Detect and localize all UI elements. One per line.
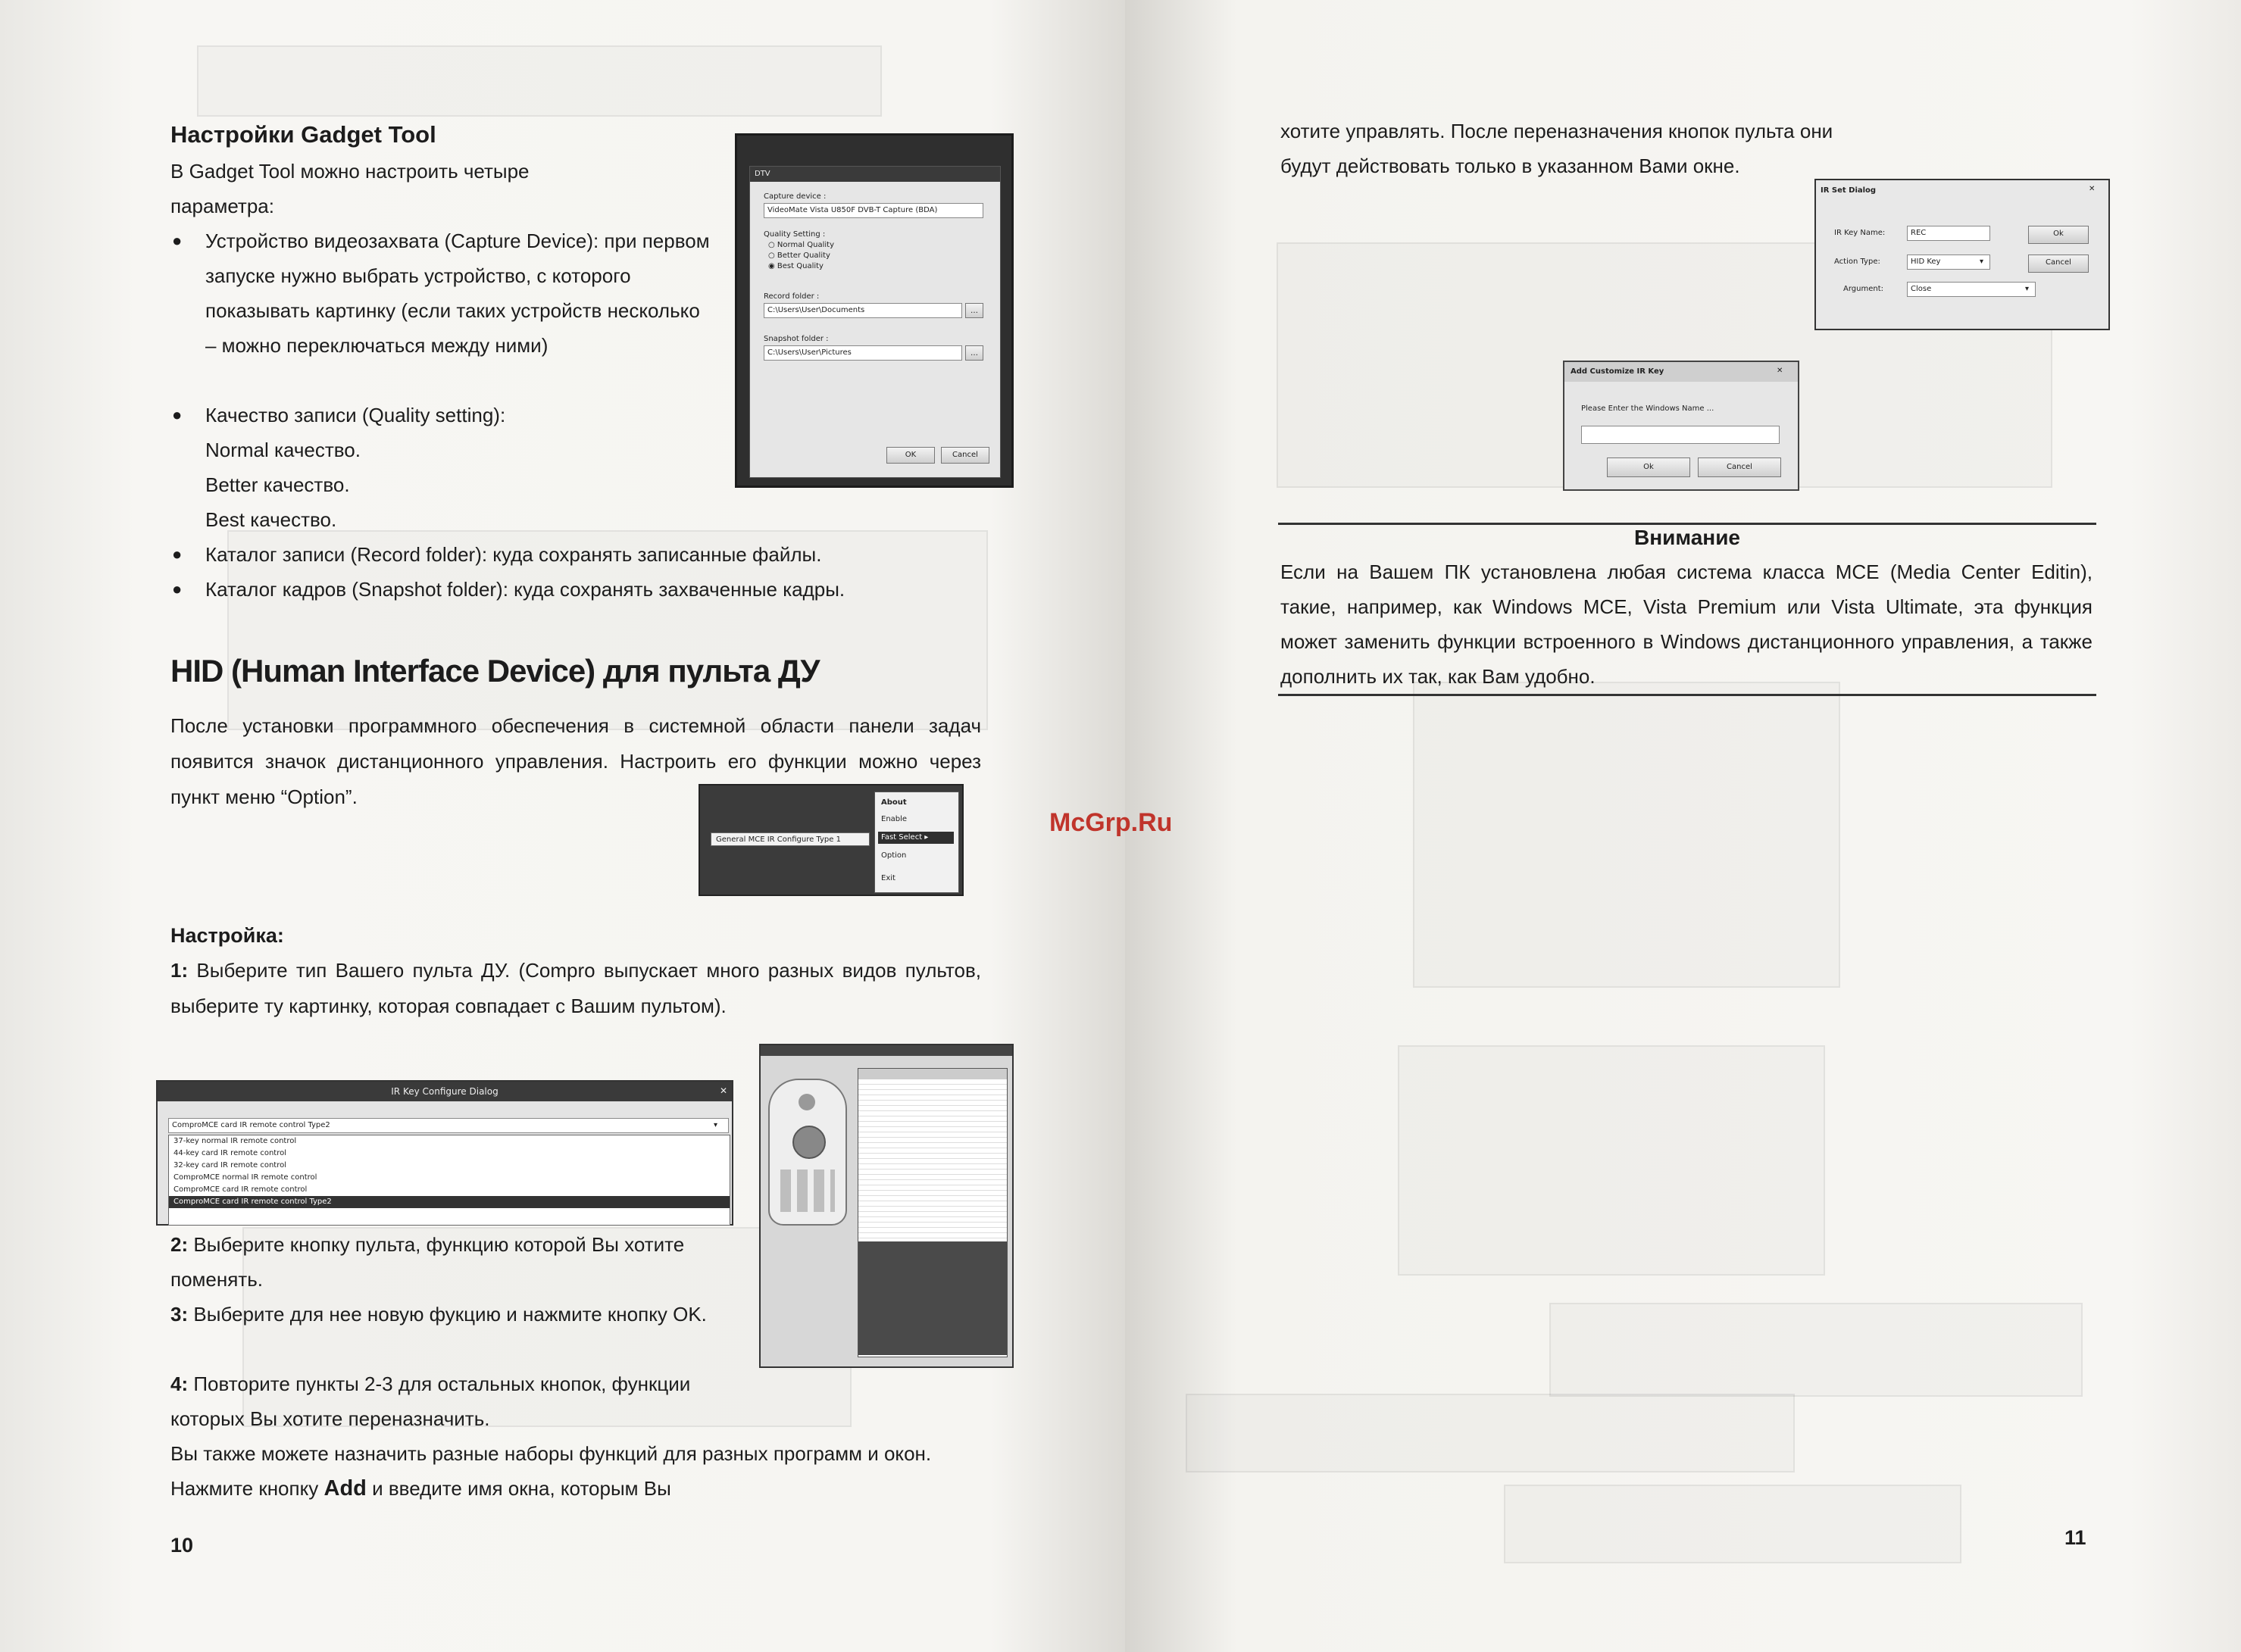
bleed-through: [1186, 1394, 1795, 1472]
argument-label: Argument:: [1843, 285, 1883, 293]
hid-title: HID (Human Interface Device) для пульта ДУ: [170, 653, 820, 689]
add-ir-key-screenshot: [1563, 361, 1799, 491]
bleed-through: [1504, 1485, 1961, 1563]
bullet-capture: ● Устройство видеозахвата (Capture Device): при первом запуске нужно выбрать устройство, с которого показывать картинку (если таких устройств несколько – можно переключаться между ними): [170, 223, 716, 363]
ir-key-name-input[interactable]: REC: [1907, 226, 1990, 241]
chevron-down-icon[interactable]: ▾: [2025, 285, 2030, 293]
setup-step-2: [170, 1227, 731, 1297]
ir-set-cancel-button[interactable]: Cancel: [2028, 255, 2089, 273]
tray-menu-screenshot: [699, 784, 964, 896]
step-2-number: 2:: [170, 1233, 189, 1256]
bleed-through: [1413, 682, 1840, 988]
ir-type-option[interactable]: ComproMCE card IR remote control: [173, 1185, 308, 1194]
remote-control-image: [768, 1079, 847, 1226]
setup-title: Настройка:: [170, 924, 284, 947]
menu-item-about[interactable]: About: [881, 798, 907, 807]
step-4-number: 4:: [170, 1373, 189, 1395]
ir-type-option[interactable]: 32-key card IR remote control: [173, 1161, 286, 1170]
record-browse-button[interactable]: …: [965, 303, 983, 318]
add-keyword: Add: [323, 1476, 367, 1501]
setup-step-4: [170, 1366, 731, 1436]
capture-device-label: Capture device :: [764, 192, 827, 201]
quality-better: Better качество.: [205, 473, 350, 496]
dtv-cancel-button[interactable]: Cancel: [941, 447, 989, 464]
close-icon[interactable]: ✕: [2089, 185, 2096, 193]
close-icon[interactable]: ✕: [720, 1086, 728, 1095]
step-3-text: Выберите для нее новую фукцию и нажмите кнопку OK.: [193, 1303, 707, 1326]
ir-dialog-title: IR Key Configure Dialog: [158, 1082, 732, 1101]
gadget-intro: В Gadget Tool можно настроить четыре параметра:: [170, 160, 530, 217]
quality-normal: Normal качество.: [205, 439, 361, 461]
ir-type-option[interactable]: 44-key card IR remote control: [173, 1149, 286, 1157]
extra-text-after: и введите имя окна, которым Вы: [372, 1477, 671, 1500]
quality-option-normal[interactable]: ○ Normal Quality: [768, 241, 834, 249]
bleed-through: [1549, 1303, 2083, 1397]
dtv-ok-button[interactable]: OK: [886, 447, 935, 464]
step-1-number: 1:: [170, 959, 189, 982]
ir-set-dialog-title: IR Set Dialog: [1821, 186, 1877, 195]
ir-type-option-selected[interactable]: ComproMCE card IR remote control Type2: [169, 1196, 730, 1208]
extra-text-before: Вы также можете назначить разные наборы функций для разных программ и окон. Нажмите кнопку: [170, 1442, 932, 1500]
window-name-prompt: Please Enter the Windows Name ...: [1581, 404, 1714, 413]
dpad-icon[interactable]: [792, 1126, 826, 1159]
keypad-icon[interactable]: [780, 1170, 835, 1212]
setup-step-1: [170, 953, 981, 1024]
add-cancel-button[interactable]: Cancel: [1698, 458, 1781, 477]
snapshot-folder-input[interactable]: C:\Users\User\Pictures: [764, 345, 962, 361]
add-ok-button[interactable]: Ok: [1607, 458, 1690, 477]
step-1-text: Выберите тип Вашего пульта ДУ. (Compro выпускает много разных видов пультов, выберите ту картинку, которая совпадает с Вашим пультом).: [170, 959, 981, 1017]
quality-setting-label: Quality Setting :: [764, 230, 826, 239]
remote-window-titlebar: [761, 1045, 1012, 1056]
ir-type-dropdown[interactable]: ComproMCE card IR remote control Type2: [168, 1118, 729, 1133]
action-type-label: Action Type:: [1834, 258, 1880, 266]
notice-text-body: Если на Вашем ПК установлена любая система класса MCE (Media Center Editin), такие, например, как Windows MCE, Vista Premium или Vista Ultimate, эта функция может заменить функции встроенного в Windows дистанционного управления, а также дополнить их так, как Вам удобно.: [1280, 561, 2093, 688]
bullet-quality: ● Качество записи (Quality setting):: [170, 398, 1011, 433]
bullet-record: ● Каталог записи (Record folder): куда сохранять записанные файлы.: [170, 537, 1011, 572]
power-button-icon[interactable]: [799, 1094, 815, 1110]
ir-type-list: [168, 1135, 730, 1226]
snapshot-folder-label: Snapshot folder :: [764, 335, 829, 343]
menu-item-exit[interactable]: Exit: [881, 874, 895, 882]
window-name-input[interactable]: [1581, 426, 1780, 444]
tray-context-menu: [874, 792, 959, 893]
setup-extra: [170, 1436, 981, 1506]
step-3-number: 3:: [170, 1303, 189, 1326]
capture-device-select[interactable]: VideoMate Vista U850F DVB-T Capture (BDA): [764, 203, 983, 218]
ir-set-ok-button[interactable]: Ok: [2028, 226, 2089, 244]
record-folder-label: Record folder :: [764, 292, 820, 301]
argument-select[interactable]: Close: [1907, 282, 2036, 297]
key-table-lower-area: [858, 1241, 1007, 1355]
notice-text: [1280, 554, 2093, 694]
continued-text: хотите управлять. После переназначения кнопок пульта они будут действовать только в указанном Вами окне.: [1280, 120, 1833, 177]
step-2-text: Выберите кнопку пульта, функцию которой Вы хотите поменять.: [170, 1233, 685, 1291]
notice-title: Внимание: [1634, 526, 1740, 549]
ir-type-option[interactable]: ComproMCE normal IR remote control: [173, 1173, 317, 1182]
record-folder-input[interactable]: C:\Users\User\Documents: [764, 303, 962, 318]
quality-best: Best качество.: [205, 508, 337, 531]
quality-option-best[interactable]: ◉ Best Quality: [768, 262, 824, 270]
ir-type-option[interactable]: 37-key normal IR remote control: [173, 1137, 297, 1145]
gadget-settings-screenshot: [735, 133, 1014, 488]
step-4-text: Повторите пункты 2-3 для остальных кнопок, функции которых Вы хотите переназначить.: [170, 1373, 691, 1430]
menu-item-fast-select[interactable]: Fast Select ▸: [878, 832, 954, 844]
chevron-down-icon[interactable]: ▾: [714, 1121, 718, 1129]
watermark: McGrp.Ru: [1049, 808, 1173, 837]
add-dialog-title: Add Customize IR Key: [1564, 362, 1798, 382]
action-type-select[interactable]: HID Key: [1907, 255, 1990, 270]
remote-config-screenshot: [759, 1044, 1014, 1368]
ir-set-dialog-screenshot: [1814, 179, 2110, 330]
snapshot-browse-button[interactable]: …: [965, 345, 983, 361]
dtv-dialog: [749, 166, 1001, 478]
key-function-table: [858, 1068, 1008, 1357]
page-number-right: 11: [2064, 1526, 2086, 1549]
page-number-left: 10: [170, 1534, 194, 1557]
notice-top-rule: [1278, 523, 2096, 525]
bleed-through: [197, 45, 882, 117]
gadget-title: Настройки Gadget Tool: [170, 121, 436, 148]
gadget-bullet-list: [170, 223, 716, 363]
dtv-dialog-title: DTV: [750, 167, 1000, 182]
menu-item-enable[interactable]: Enable: [881, 815, 908, 823]
quality-option-better[interactable]: ○ Better Quality: [768, 251, 830, 260]
chevron-down-icon[interactable]: ▾: [1980, 258, 1984, 266]
ir-configure-screenshot: [156, 1080, 733, 1226]
setup-step-3: [170, 1297, 731, 1332]
menu-item-option[interactable]: Option: [881, 851, 907, 860]
key-table-header: [858, 1069, 1007, 1079]
notice-bottom-rule: [1278, 694, 2096, 696]
bullet-snapshot: ● Каталог кадров (Snapshot folder): куда сохранять захваченные кадры.: [170, 572, 1011, 607]
close-icon[interactable]: ✕: [1777, 367, 1783, 375]
ir-key-name-label: IR Key Name:: [1834, 229, 1886, 237]
bleed-through: [1398, 1045, 1825, 1276]
right-page: [1125, 0, 2241, 1652]
hid-paragraph-text: После установки программного обеспечения в системной области панели задач появится значок дистанционного управления. Настроить его функции можно через пункт меню “Option”.: [170, 714, 981, 808]
tray-item[interactable]: General MCE IR Configure Type 1: [711, 832, 870, 846]
key-table-rows[interactable]: [858, 1079, 1007, 1238]
